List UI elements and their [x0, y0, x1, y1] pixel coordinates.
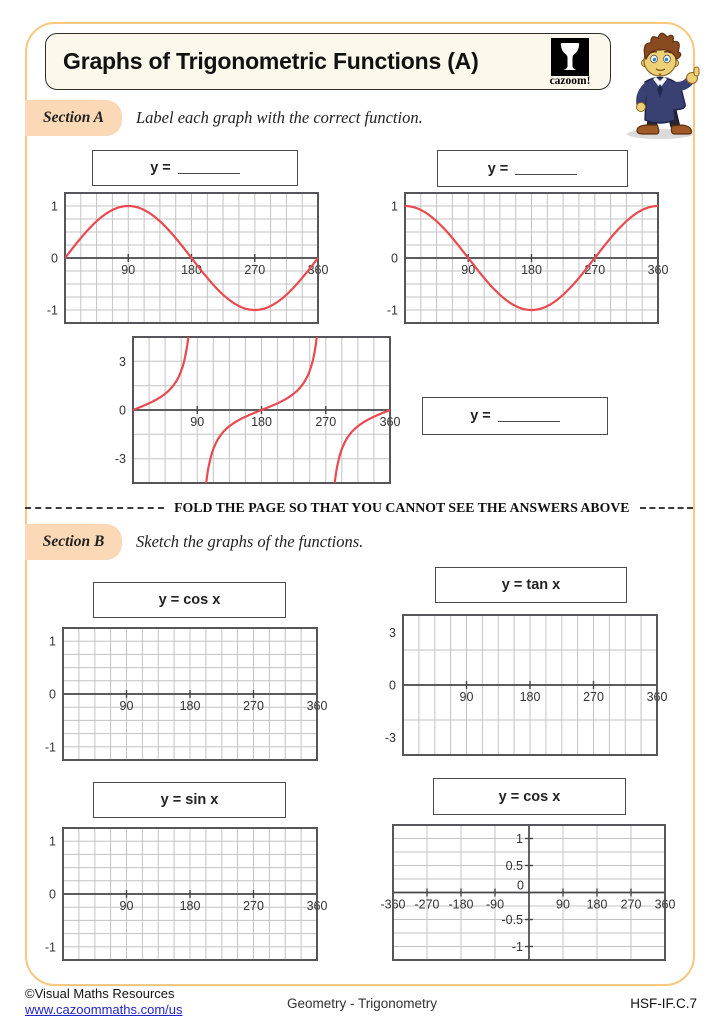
answer-prefix: y = [150, 160, 171, 176]
function-label-cos [93, 582, 286, 618]
answer-box-graph-1 [92, 150, 298, 186]
sketch-grid-sin [44, 828, 328, 960]
svg-text:90: 90 [119, 899, 134, 913]
svg-text:90: 90 [121, 263, 136, 277]
website-link[interactable]: www.cazoommaths.com/us [25, 1002, 183, 1017]
svg-text:180: 180 [181, 263, 202, 277]
svg-text:180: 180 [521, 263, 542, 277]
fold-dash-right [640, 507, 694, 509]
answer-blank-line [178, 162, 240, 174]
mascot-boy-icon [608, 26, 716, 142]
answer-prefix: y = [487, 160, 509, 177]
sketch-grid-cos-full-range [380, 825, 676, 960]
svg-text:360: 360 [654, 897, 676, 912]
svg-text:0: 0 [517, 878, 524, 893]
section-b-instruction: Sketch the graphs of the functions. [136, 532, 364, 551]
graph-cosine-plot [386, 193, 669, 323]
answer-prefix: y = [470, 408, 491, 424]
svg-text:270: 270 [620, 897, 642, 912]
function-label-text: y = cos x [498, 788, 561, 805]
svg-text:-1: -1 [44, 740, 56, 755]
svg-text:90: 90 [556, 897, 570, 912]
cazoom-logo-text: cazoom! [549, 75, 591, 87]
svg-text:-90: -90 [485, 897, 505, 912]
svg-text:360: 360 [647, 263, 669, 277]
svg-text:-3: -3 [384, 731, 396, 745]
svg-text:-180: -180 [448, 897, 474, 912]
svg-text:1: 1 [51, 199, 58, 214]
svg-text:-3: -3 [114, 452, 126, 467]
svg-text:-1: -1 [511, 940, 523, 954]
answer-blank-line [515, 163, 577, 175]
svg-text:-1: -1 [386, 303, 398, 318]
function-label-tan [435, 567, 627, 603]
graph-tangent-plot [114, 337, 401, 483]
svg-text:180: 180 [519, 690, 541, 704]
svg-text:1: 1 [391, 199, 398, 214]
page-title: Graphs of Trigonometric Functions (A) [63, 48, 479, 74]
svg-text:270: 270 [244, 263, 266, 277]
section-b-badge [25, 524, 122, 560]
svg-text:0: 0 [391, 251, 398, 266]
answer-box-graph-2 [437, 150, 628, 187]
svg-text:-1: -1 [46, 303, 58, 318]
svg-text:-1: -1 [44, 940, 56, 955]
svg-text:360: 360 [307, 263, 329, 277]
section-a-instruction: Label each graph with the correct function. [136, 108, 423, 127]
function-label-text: y = cos x [158, 592, 221, 608]
svg-text:90: 90 [461, 263, 476, 277]
svg-text:360: 360 [379, 415, 401, 429]
svg-text:90: 90 [119, 699, 134, 713]
svg-text:-360: -360 [380, 897, 406, 912]
svg-text:0: 0 [49, 887, 56, 902]
graph-sine-plot [46, 193, 329, 323]
fold-instruction: FOLD THE PAGE SO THAT YOU CANNOT SEE THE ANSWERS ABOVE [174, 500, 630, 515]
function-label-text: y = sin x [160, 792, 219, 808]
svg-text:1: 1 [49, 634, 56, 649]
footer-topic: Geometry - Trigonometry [286, 996, 438, 1011]
function-label-text: y = tan x [501, 577, 561, 593]
function-label-cos-full [433, 778, 626, 815]
section-b-label: Section B [42, 533, 105, 550]
cazoom-logo [540, 36, 600, 87]
svg-text:3: 3 [119, 354, 126, 369]
svg-text:3: 3 [389, 626, 396, 640]
fold-dash-left [25, 507, 164, 509]
cazoom-drum-icon [551, 38, 589, 76]
sketch-grid-tan [384, 615, 668, 755]
svg-text:270: 270 [315, 415, 337, 429]
svg-text:1: 1 [516, 832, 523, 846]
section-a-label: Section A [42, 109, 104, 126]
svg-text:360: 360 [306, 899, 328, 913]
svg-text:360: 360 [646, 690, 668, 704]
svg-text:360: 360 [306, 699, 328, 713]
svg-text:270: 270 [243, 899, 264, 913]
section-a-badge [25, 100, 122, 136]
svg-text:270: 270 [583, 690, 604, 704]
svg-text:0: 0 [389, 678, 396, 693]
answer-blank-line [498, 410, 560, 422]
answer-box-graph-3 [422, 397, 608, 435]
svg-text:1: 1 [49, 834, 56, 849]
svg-text:180: 180 [586, 897, 608, 912]
svg-text:0: 0 [49, 687, 56, 702]
svg-text:180: 180 [251, 415, 272, 429]
svg-text:270: 270 [584, 263, 606, 277]
copyright-text: ©Visual Maths Resources [25, 986, 175, 1001]
svg-text:90: 90 [190, 415, 205, 429]
mascot-boy-illustration [608, 26, 716, 147]
svg-text:-270: -270 [414, 897, 440, 912]
svg-text:180: 180 [179, 899, 201, 913]
function-label-sin [93, 782, 286, 818]
svg-text:0: 0 [51, 251, 58, 266]
svg-text:0: 0 [119, 403, 126, 418]
worksheet-title-box [45, 33, 611, 90]
standard-code: HSF-IF.C.7 [630, 996, 697, 1011]
svg-text:-0.5: -0.5 [501, 913, 523, 927]
svg-text:0.5: 0.5 [505, 859, 523, 873]
sketch-grid-cos [44, 628, 328, 760]
svg-text:90: 90 [459, 690, 474, 704]
fold-divider [25, 500, 693, 516]
svg-text:270: 270 [243, 699, 264, 713]
svg-text:180: 180 [179, 699, 201, 713]
